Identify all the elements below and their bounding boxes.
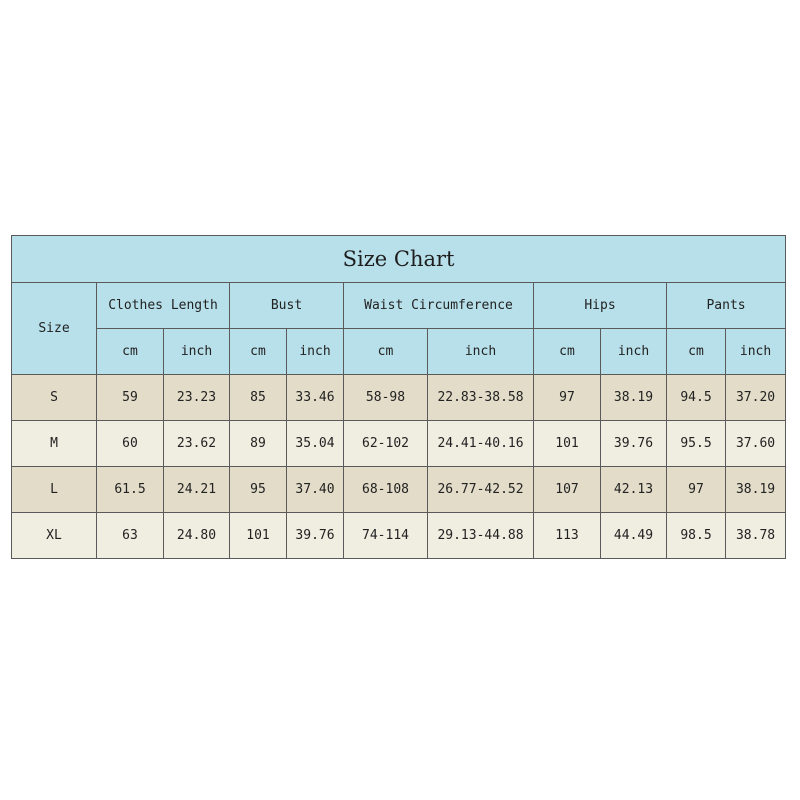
table-cell: 98.5 (667, 513, 726, 559)
header-pants: Pants (667, 283, 786, 329)
unit-header: inch (428, 329, 534, 375)
table-cell: 89 (230, 421, 287, 467)
table-cell: 95 (230, 467, 287, 513)
table-cell: 37.20 (726, 375, 786, 421)
table-cell: 61.5 (97, 467, 164, 513)
table-cell: 59 (97, 375, 164, 421)
header-clothes-length: Clothes Length (97, 283, 230, 329)
table-cell: 68-108 (344, 467, 428, 513)
table-cell: 33.46 (287, 375, 344, 421)
table-cell: 62-102 (344, 421, 428, 467)
unit-header: inch (164, 329, 230, 375)
table-cell: 60 (97, 421, 164, 467)
size-chart (11, 235, 785, 559)
table-cell: 23.23 (164, 375, 230, 421)
table-cell: 22.83-38.58 (428, 375, 534, 421)
size-chart-table (11, 235, 786, 559)
unit-header: inch (287, 329, 344, 375)
table-cell: 95.5 (667, 421, 726, 467)
unit-header: cm (534, 329, 601, 375)
table-cell: 39.76 (601, 421, 667, 467)
table-cell: 94.5 (667, 375, 726, 421)
table-cell: 58-98 (344, 375, 428, 421)
table-cell: 37.40 (287, 467, 344, 513)
table-row (12, 375, 786, 421)
table-cell: 74-114 (344, 513, 428, 559)
table-cell: 38.19 (726, 467, 786, 513)
table-cell: 24.80 (164, 513, 230, 559)
size-cell: L (12, 467, 97, 513)
unit-header: cm (230, 329, 287, 375)
size-cell: XL (12, 513, 97, 559)
header-bust: Bust (230, 283, 344, 329)
table-cell: 26.77-42.52 (428, 467, 534, 513)
unit-header: cm (344, 329, 428, 375)
size-cell: M (12, 421, 97, 467)
unit-header: inch (726, 329, 786, 375)
table-cell: 38.19 (601, 375, 667, 421)
table-cell: 63 (97, 513, 164, 559)
table-cell: 101 (230, 513, 287, 559)
header-hips: Hips (534, 283, 667, 329)
table-cell: 85 (230, 375, 287, 421)
size-cell: S (12, 375, 97, 421)
table-cell: 42.13 (601, 467, 667, 513)
table-row (12, 421, 786, 467)
table-cell: 113 (534, 513, 601, 559)
unit-header: cm (97, 329, 164, 375)
table-cell: 39.76 (287, 513, 344, 559)
table-cell: 44.49 (601, 513, 667, 559)
table-cell: 97 (534, 375, 601, 421)
table-cell: 29.13-44.88 (428, 513, 534, 559)
table-cell: 23.62 (164, 421, 230, 467)
table-cell: 24.41-40.16 (428, 421, 534, 467)
unit-header: cm (667, 329, 726, 375)
table-cell: 24.21 (164, 467, 230, 513)
table-cell: 37.60 (726, 421, 786, 467)
header-waist-circumference: Waist Circumference (344, 283, 534, 329)
table-cell: 101 (534, 421, 601, 467)
table-row (12, 467, 786, 513)
table-row (12, 513, 786, 559)
unit-header: inch (601, 329, 667, 375)
size-header: Size (12, 283, 97, 375)
table-cell: 35.04 (287, 421, 344, 467)
table-cell: 97 (667, 467, 726, 513)
table-cell: 38.78 (726, 513, 786, 559)
table-cell: 107 (534, 467, 601, 513)
chart-title: Size Chart (12, 236, 786, 283)
